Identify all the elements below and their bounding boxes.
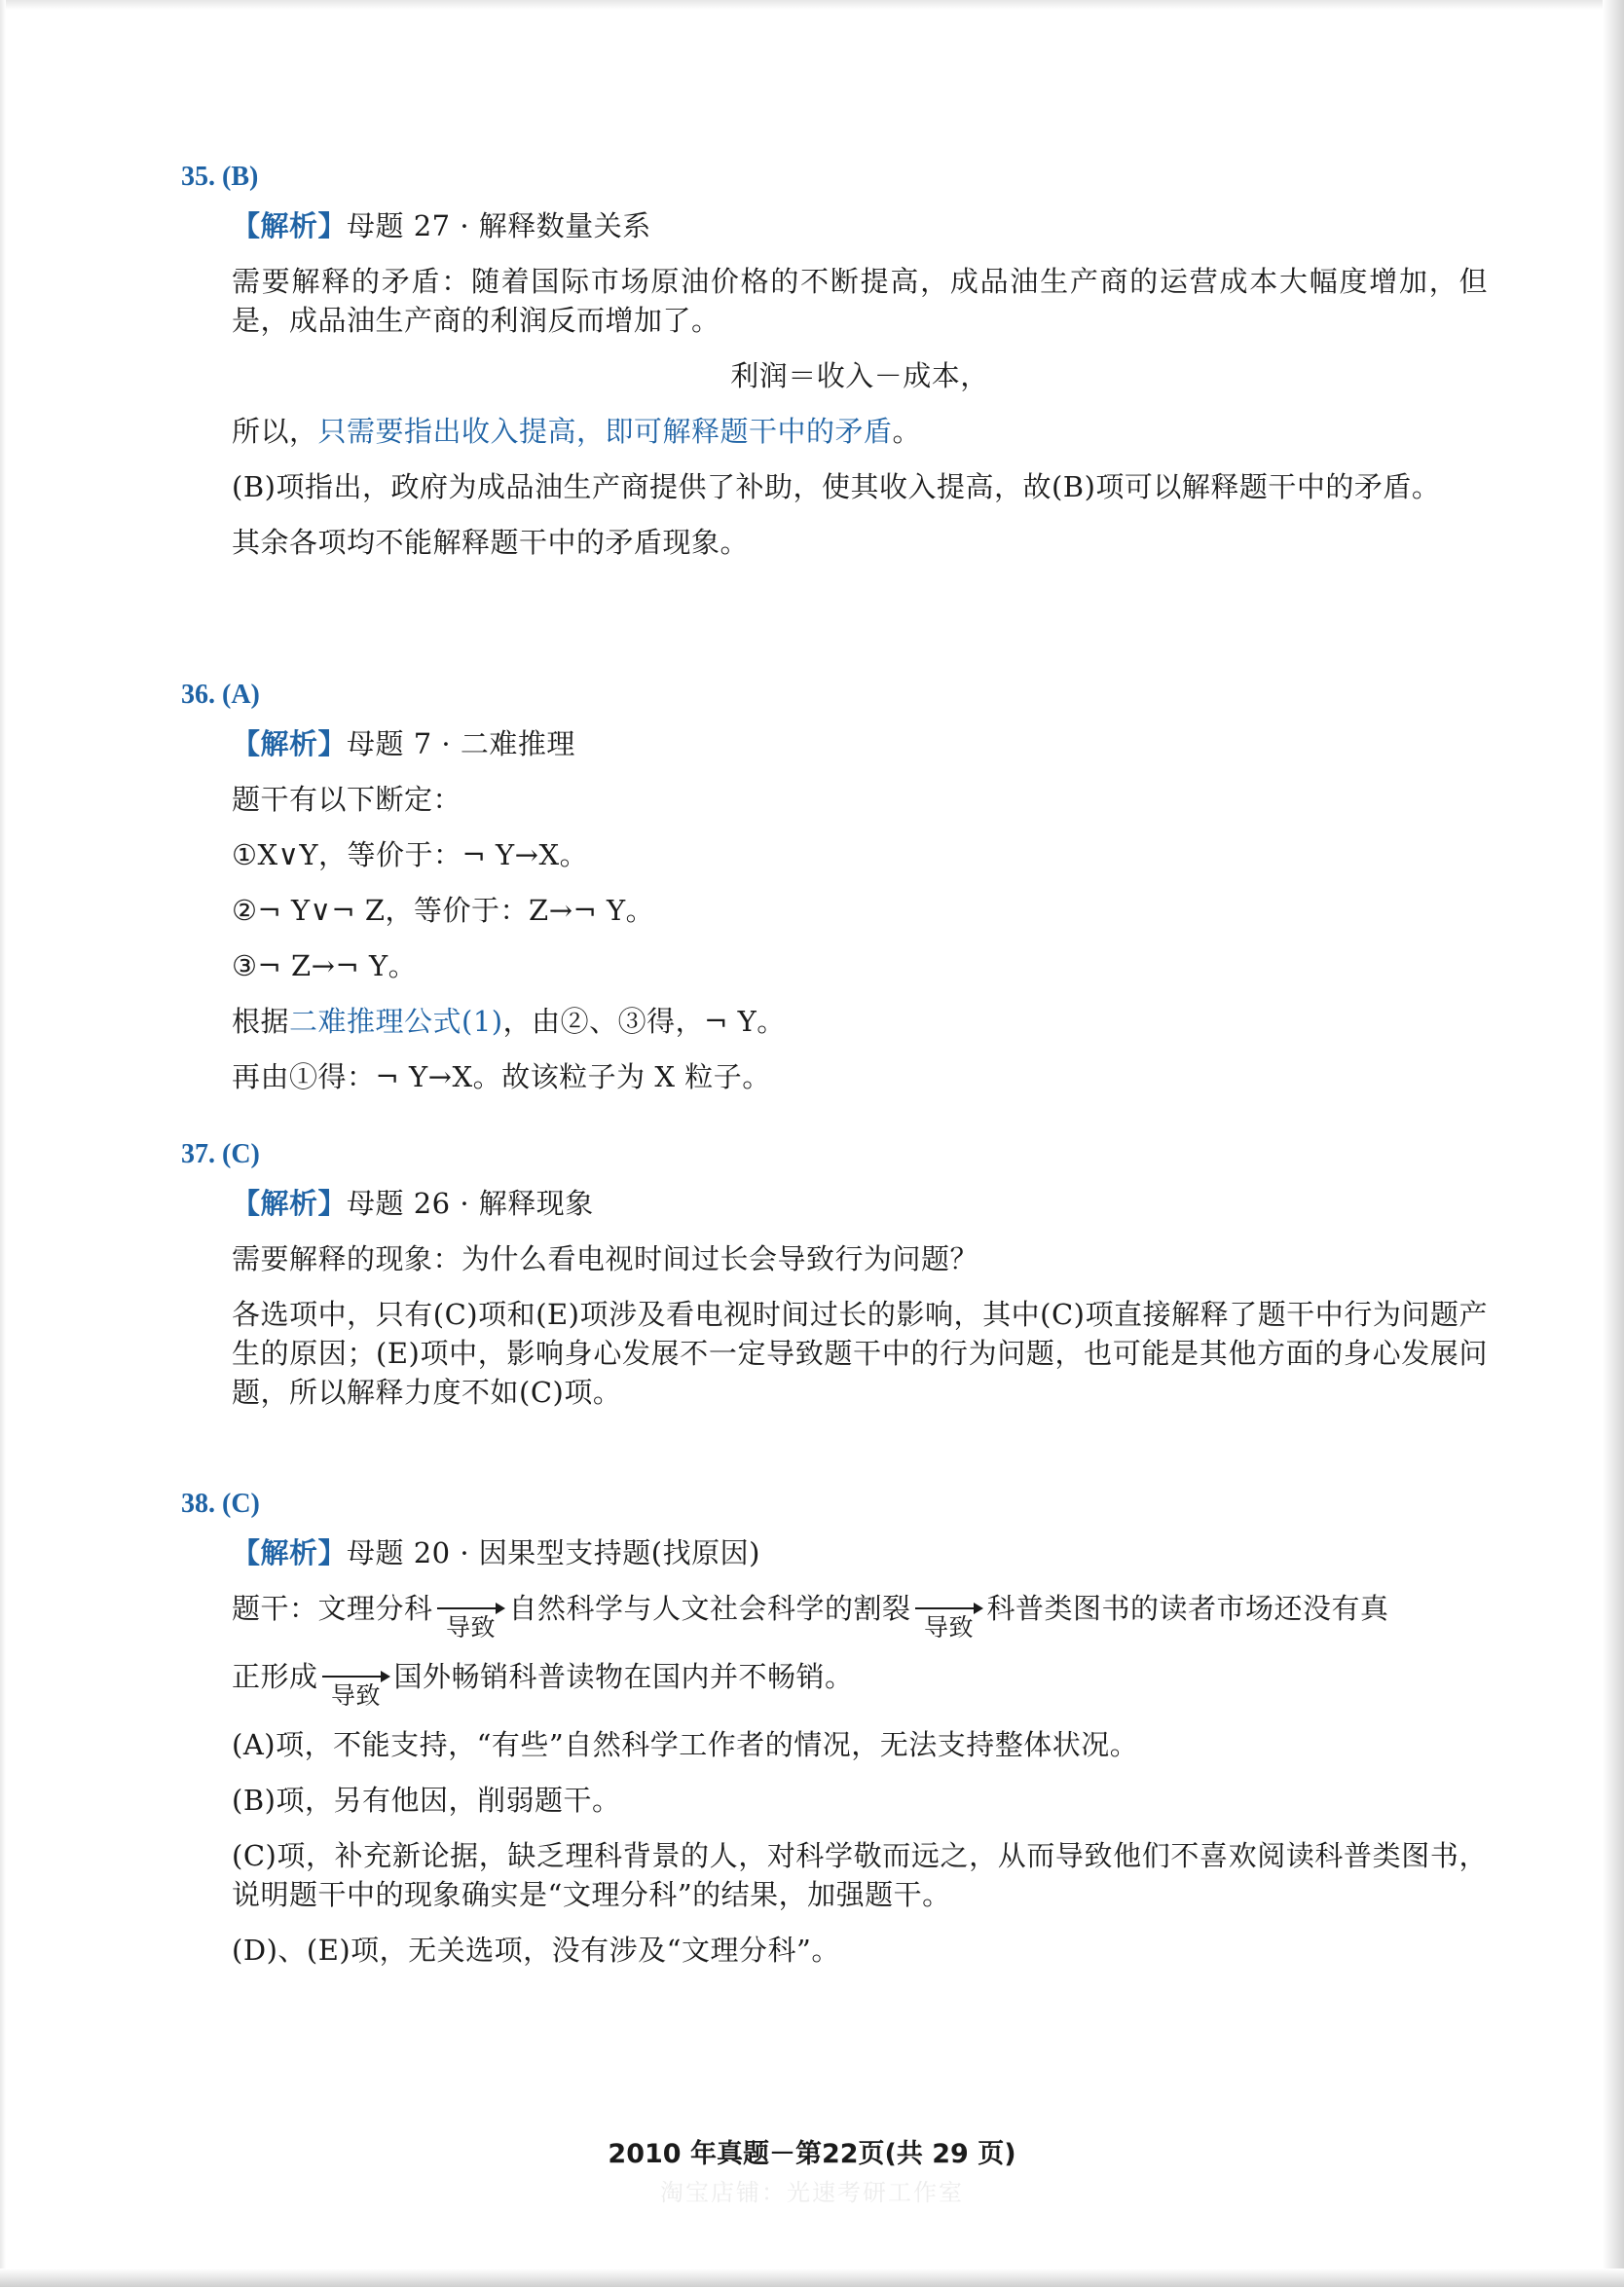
highlight-text: 二难推理公式(1) (289, 1005, 503, 1038)
formula: 利润＝收入－成本， (730, 359, 989, 392)
watermark: 淘宝店铺：光速考研工作室 (660, 2179, 964, 2206)
analysis-title: 母题 7 · 二难推理 (347, 727, 575, 760)
analysis-body (232, 724, 1488, 1113)
paragraph: (B)项指出，政府为成品油生产商提供了补助，使其收入提高，故(B)项可以解释题干中的矛盾。 (232, 470, 1441, 503)
causal-chain-line (232, 1657, 1488, 1710)
paragraph: (D)、(E)项，无关选项，没有涉及“文理分科”。 (232, 1934, 840, 1967)
paragraph: 再由①得：¬ Y→X。故该粒子为 X 粒子。 (232, 1060, 771, 1093)
paragraph: 其余各项均不能解释题干中的矛盾现象。 (232, 526, 750, 559)
answer-number: 36. (A) (181, 680, 260, 710)
text: 所以， (232, 415, 318, 448)
paragraph (232, 412, 1488, 451)
analysis-heading (232, 206, 1488, 245)
paragraph: (C)项，补充新论据，缺乏理科背景的人，对科学敬而远之，从而导致他们不喜欢阅读科普类图书，说明题干中的现象确实是“文理分科”的结果，加强题干。 (232, 1839, 1488, 1911)
analysis-tag: 【解析】 (232, 727, 348, 760)
paragraph: (B)项，另有他因，削弱题干。 (232, 1784, 621, 1817)
chain-node: 正形成 (232, 1660, 318, 1693)
paragraph: 题干有以下断定： (232, 783, 462, 816)
paragraph: ①X∨Y，等价于：¬ Y→X。 (232, 838, 589, 871)
arrow-label: 导致 (446, 1613, 497, 1641)
paragraph: ②¬ Y∨¬ Z，等价于：Z→¬ Y。 (232, 894, 655, 927)
analysis-title: 母题 27 · 解释数量关系 (347, 209, 651, 242)
paragraph (232, 1002, 1488, 1041)
analysis-heading (232, 1533, 1488, 1572)
text: 根据 (232, 1005, 290, 1038)
chain-node: 国外畅销科普读物在国内并不畅销。 (393, 1660, 854, 1693)
analysis-body (232, 206, 1488, 578)
highlight-text: 只需要指出收入提高，即可解释题干中的矛盾 (317, 415, 893, 448)
scan-edge-right (1603, 0, 1624, 2287)
right-arrow-icon (322, 1657, 390, 1710)
paragraph: ③¬ Z→¬ Y。 (232, 949, 418, 982)
text: ，由②、③得，¬ Y。 (502, 1005, 786, 1038)
scan-edge-top (0, 0, 1624, 10)
right-arrow-icon (437, 1589, 505, 1641)
scan-edge-bottom (0, 2269, 1624, 2287)
chain-node: 自然科学与人文社会科学的割裂 (508, 1592, 911, 1625)
stem-label: 题干： (232, 1592, 318, 1625)
right-arrow-icon (915, 1589, 983, 1641)
answer-number: 37. (C) (181, 1139, 260, 1169)
answer-number: 38. (C) (181, 1489, 260, 1519)
paragraph: 需要解释的矛盾：随着国际市场原油价格的不断提高，成品油生产商的运营成本大幅度增加，但是，成品油生产商的利润反而增加了。 (232, 265, 1488, 337)
chain-node: 科普类图书的读者市场还没有真 (986, 1592, 1389, 1625)
analysis-tag: 【解析】 (232, 1187, 348, 1220)
arrow-label: 导致 (331, 1681, 382, 1710)
analysis-heading (232, 724, 1488, 763)
analysis-body (232, 1533, 1488, 1986)
paragraph: (A)项，不能支持，“有些”自然科学工作者的情况，无法支持整体状况。 (232, 1728, 1139, 1761)
answer-number: 35. (B) (181, 162, 259, 192)
text: 。 (892, 415, 922, 448)
analysis-tag: 【解析】 (232, 1536, 348, 1569)
analysis-body (232, 1184, 1488, 1428)
page-footer: 2010 年真题－第22页(共 29 页) (608, 2139, 1016, 2169)
causal-chain-line (232, 1589, 1488, 1641)
chain-node: 文理分科 (317, 1592, 433, 1625)
analysis-tag: 【解析】 (232, 209, 348, 242)
analysis-title: 母题 26 · 解释现象 (347, 1187, 594, 1220)
analysis-title: 母题 20 · 因果型支持题(找原因) (347, 1536, 760, 1569)
arrow-label: 导致 (924, 1613, 975, 1641)
paragraph: 需要解释的现象：为什么看电视时间过长会导致行为问题？ (232, 1242, 979, 1275)
scan-edge-left (0, 0, 6, 2287)
paragraph: 各选项中，只有(C)项和(E)项涉及看电视时间过长的影响，其中(C)项直接解释了题干中行为问题产生的原因；(E)项中，影响身心发展不一定导致题干中的行为问题，也可能是其他方面的身心发展问题，所以解释力度不如(C)项。 (232, 1298, 1488, 1409)
analysis-heading (232, 1184, 1488, 1223)
